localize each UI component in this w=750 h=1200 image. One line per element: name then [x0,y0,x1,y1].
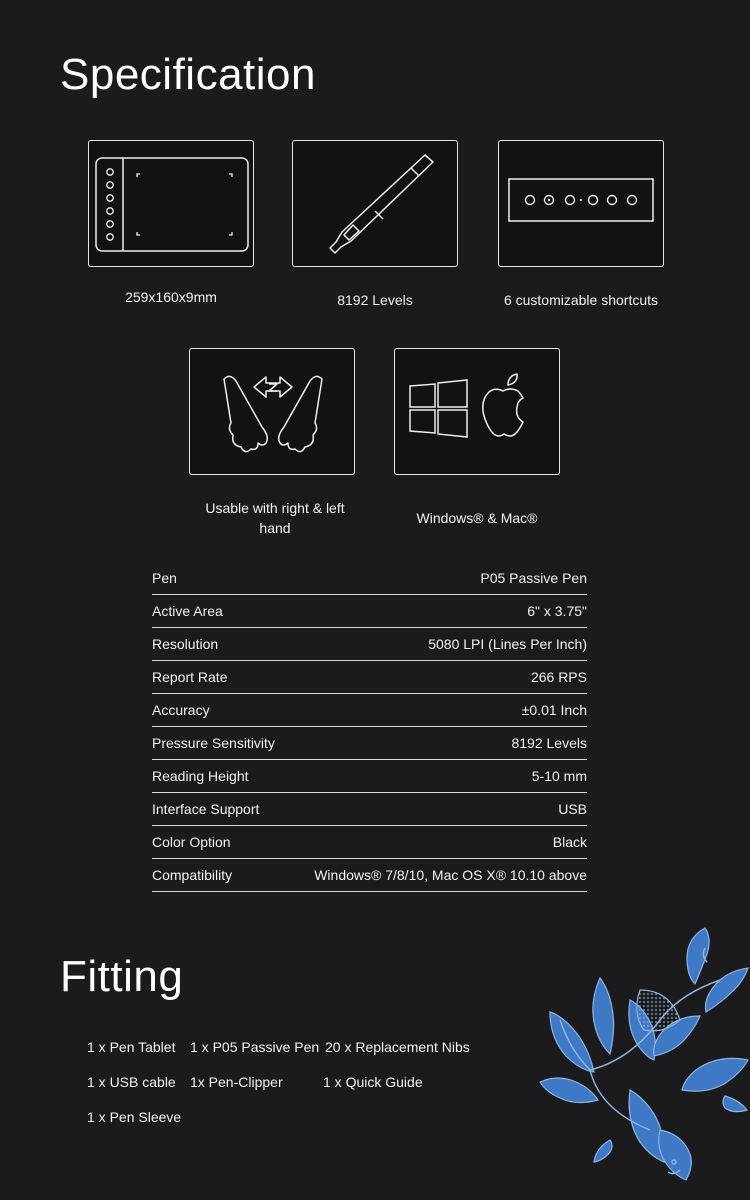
table-row [152,727,587,760]
table-row [152,793,587,826]
spec-value: 266 RPS [530,669,587,685]
spec-label: Reading Height [152,768,249,784]
table-row [152,859,587,892]
apple-icon [483,374,523,436]
spec-label: Pen [152,570,177,586]
spec-label: Accuracy [152,702,210,718]
fitting-item: 1 x Pen Sleeve [87,1109,182,1125]
spec-value: 6" x 3.75" [527,603,587,619]
fitting-item: 1 x Quick Guide [323,1074,423,1090]
feature-card-ambidextrous [189,348,355,475]
spec-value: Windows® 7/8/10, Mac OS X® 10.10 above [314,867,587,883]
spec-label: Report Rate [152,669,228,685]
spec-value: USB [558,801,587,817]
spec-label: Interface Support [152,801,260,817]
feature-caption: 259x160x9mm [125,289,217,305]
fitting-item: 1 x P05 Passive Pen [190,1039,320,1055]
spec-label: Pressure Sensitivity [152,735,275,751]
spec-value: 8192 Levels [511,735,587,751]
table-row [152,562,587,595]
fitting-item: 1x Pen-Clipper [190,1074,283,1090]
feature-caption: Windows® & Mac® [416,510,538,526]
tablet-icon [89,141,255,268]
spec-label: Active Area [152,603,223,619]
feature-card-size [88,140,254,267]
spec-label: Color Option [152,834,231,850]
feature-caption: Usable with right & left hand [205,500,345,536]
feature-card-shortcuts [498,140,664,267]
hands-icon [190,349,356,476]
spec-value: ±0.01 Inch [521,702,587,718]
section-title-fitting: Fitting [60,952,184,1001]
fitting-item: 20 x Replacement Nibs [325,1039,470,1055]
table-row [152,826,587,859]
floral-decoration-icon [530,920,750,1190]
table-row [152,694,587,727]
feature-card-os [394,348,560,475]
spec-label: Compatibility [152,867,233,883]
fitting-item: 1 x Pen Tablet [87,1039,176,1055]
pen-icon [293,141,459,268]
spec-value: 5080 LPI (Lines Per Inch) [428,636,587,652]
spec-value: 5-10 mm [531,768,587,784]
table-row [152,760,587,793]
spec-value: Black [552,834,587,850]
section-title-specification: Specification [60,50,316,99]
windows-icon [410,380,467,437]
feature-caption: 6 customizable shortcuts [503,292,659,308]
os-icon [395,349,561,476]
spec-value: P05 Passive Pen [480,570,587,586]
table-row [152,628,587,661]
shortcut-keys-icon [499,141,665,268]
feature-caption: 8192 Levels [337,292,413,308]
table-row [152,661,587,694]
fitting-item: 1 x USB cable [87,1074,176,1090]
specification-table [152,562,587,892]
table-row [152,595,587,628]
spec-label: Resolution [152,636,219,652]
feature-card-pressure [292,140,458,267]
